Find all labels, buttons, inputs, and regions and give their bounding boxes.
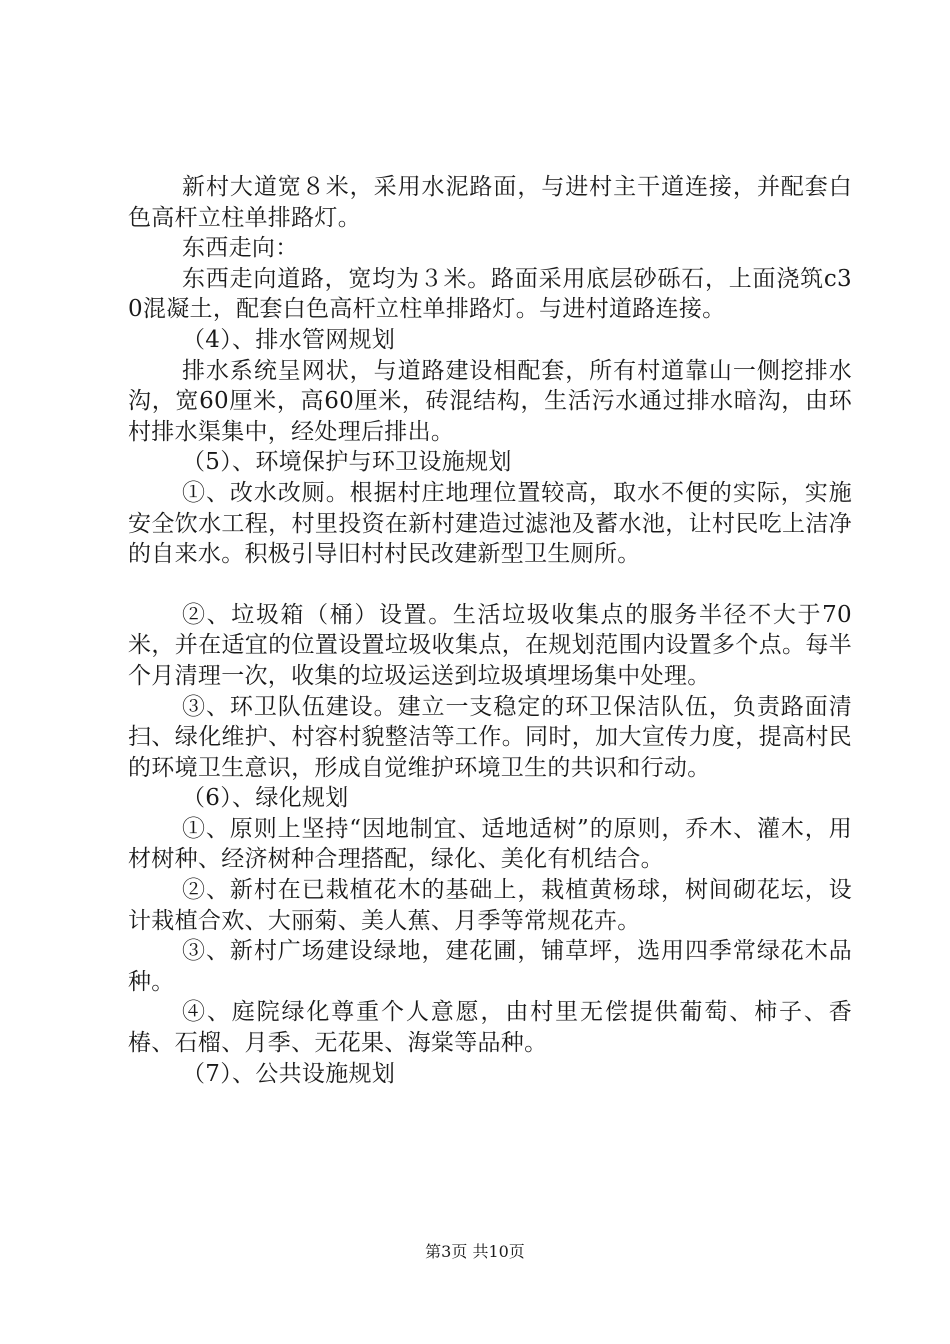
paragraph: ①、原则上坚持“因地制宜、适地适树”的原则，乔木、灌木，用材树种、经济树种合理搭配，绿化、美化有机结合。 xyxy=(128,815,852,873)
paragraph: ③、新村广场建设绿地，建花圃，铺草坪，选用四季常绿花木品种。 xyxy=(128,938,852,995)
paragraph: 排水系统呈网状，与道路建设相配套，所有村道靠山一侧挖排水沟，宽60厘米，高60厘米，砖混结构，生活污水通过排水暗沟，由环村排水渠集中，经处理后排出。 xyxy=(128,357,852,445)
section-heading: （6）、绿化规划 xyxy=(182,785,349,812)
paragraph: 东西走向道路，宽均为３米。路面采用底层砂砾石，上面浇筑c30混凝土，配套白色高杆立柱单排路灯。与进村道路连接。 xyxy=(128,265,852,323)
paragraph-gap xyxy=(128,570,852,600)
paragraph: 新村大道宽８米，采用水泥路面，与进村主干道连接，并配套白色高杆立柱单排路灯。 xyxy=(128,174,852,231)
section-heading: （7）、公共设施规划 xyxy=(182,1060,396,1087)
paragraph: ①、改水改厕。根据村庄地理位置较高，取水不便的实际，实施安全饮水工程，村里投资在新村建造过滤池及蓄水池，让村民吃上洁净的自来水。积极引导旧村村民改建新型卫生厕所。 xyxy=(128,479,852,568)
paragraph: ②、新村在已栽植花木的基础上，栽植黄杨球，树间砌花坛，设计栽植合欢、大丽菊、美人蕉、月季等常规花卉。 xyxy=(128,877,852,934)
paragraph: ③、环卫队伍建设。建立一支稳定的环卫保洁队伍，负责路面清扫、绿化维护、村容村貌整洁等工作。同时，加大宣传力度，提高村民的环境卫生意识，形成自觉维护环境卫生的共识和行动。 xyxy=(128,693,852,781)
subheading: 东西走向： xyxy=(182,235,299,262)
paragraph: ②、垃圾箱（桶）设置。生活垃圾收集点的服务半径不大于70米，并在适宜的位置设置垃圾收集点，在规划范围内设置多个点。每半个月清理一次，收集的垃圾运送到垃圾填埋场集中处理。 xyxy=(128,601,852,689)
paragraph: ④、庭院绿化尊重个人意愿，由村里无偿提供葡萄、柿子、香椿、石榴、月季、无花果、海棠等品种。 xyxy=(128,999,852,1057)
document-body xyxy=(128,172,852,1089)
section-heading: （5）、环境保护与环卫设施规划 xyxy=(182,449,512,476)
section-heading: （4）、排水管网规划 xyxy=(182,326,396,353)
page-footer: 第3页 共10页 xyxy=(425,1242,525,1261)
